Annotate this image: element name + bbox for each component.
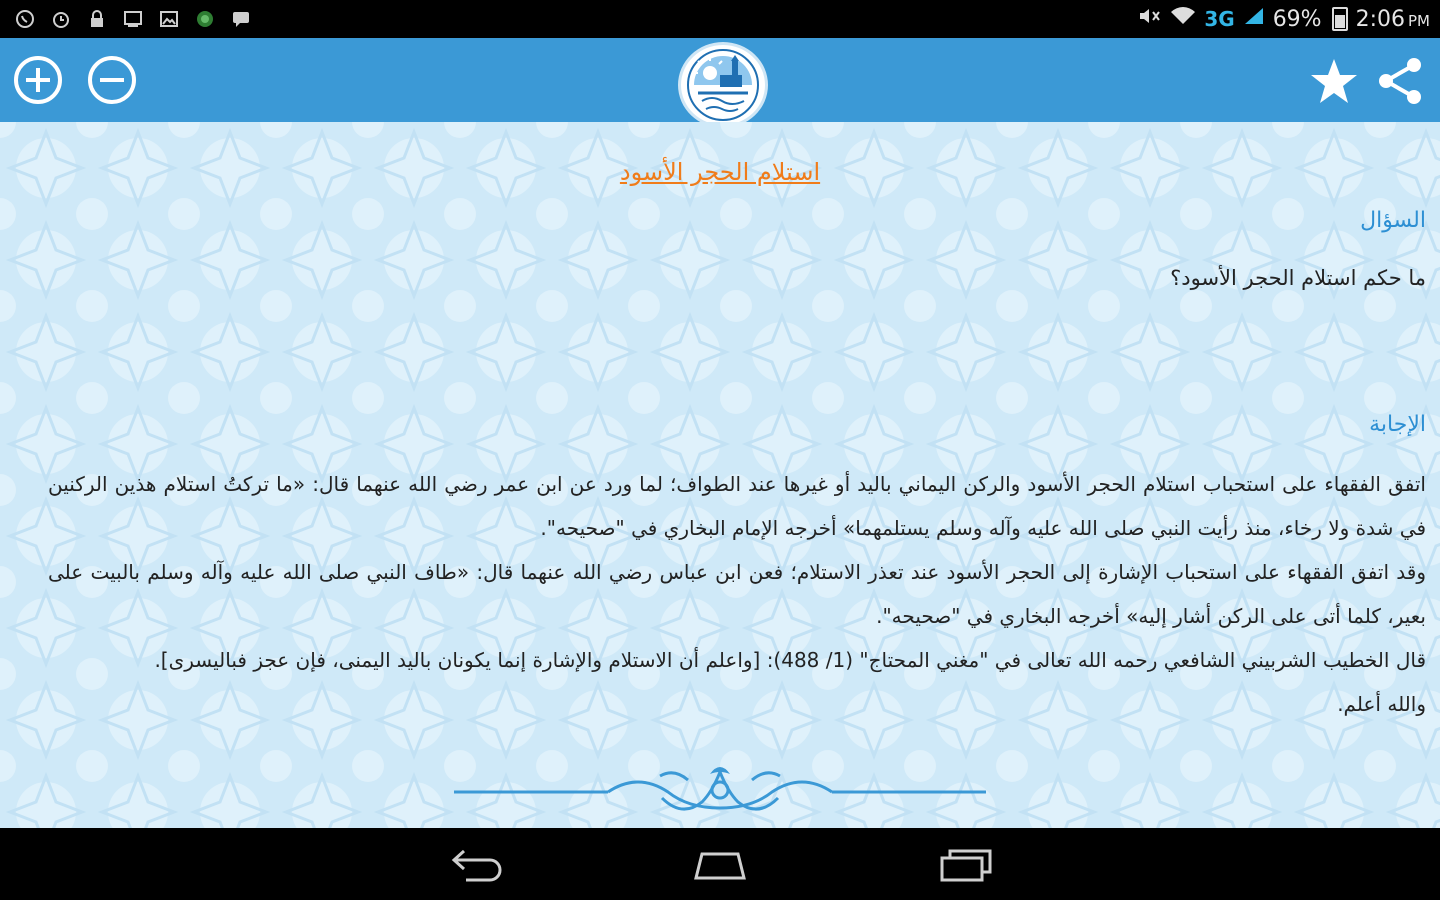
- recents-button[interactable]: [936, 846, 996, 884]
- image-icon: [158, 8, 180, 30]
- answer-paragraph: وقد اتفق الفقهاء على استحباب الإشارة إلى الحجر الأسود عند تعذر الاستلام؛ فعن ابن عباس رضي الله عنهما قال: «طاف النبي صلى الله عليه وآله وسلم بالبيت على بعير، كلما أتى على الركن أشار إليه» أخرجه البخاري في "صحيحه".: [48, 560, 1426, 628]
- back-button[interactable]: [446, 846, 506, 884]
- share-button[interactable]: [1376, 56, 1426, 106]
- whatsapp-icon: [14, 8, 36, 30]
- app-badge-icon: [194, 8, 216, 30]
- navigation-bar: [0, 828, 1440, 900]
- article: [0, 122, 1440, 828]
- wifi-icon: [1170, 6, 1196, 32]
- mute-icon: [1138, 6, 1162, 32]
- zoom-in-button[interactable]: [14, 56, 62, 104]
- home-button[interactable]: [690, 846, 750, 884]
- lock-icon: [86, 8, 108, 30]
- divider-ornament: [452, 758, 988, 828]
- message-icon: [230, 8, 252, 30]
- back-icon: [446, 846, 506, 884]
- answer-paragraph: والله أعلم.: [1337, 692, 1426, 716]
- answer-paragraph: اتفق الفقهاء على استحباب استلام الحجر الأسود والركن اليماني باليد أو غيرها عند الطواف؛ لما ورد عن ابن عمر رضي الله عنهما قال: «ما تركتُ استلام هذين الركنين في شدة ولا رخاء، منذ رأيت النبي صلى الله عليه وآله وسلم يستلمهما» أخرجه الإمام البخاري في "صحيحه".: [48, 472, 1426, 540]
- article-title: استلام الحجر الأسود: [619, 158, 821, 186]
- answer-paragraph: قال الخطيب الشربيني الشافعي رحمه الله تعالى في "مغني المحتاج" (1/ 488): [واعلم أن الاستلام والإشارة إنما يكونان باليد اليمنى، فإن عجز فباليسرى].: [154, 648, 1426, 672]
- recents-icon: [936, 846, 996, 884]
- system-indicators: [1138, 6, 1440, 32]
- answer-label: الإجابة: [1369, 412, 1426, 437]
- battery-icon: [1332, 7, 1348, 31]
- action-bar: [0, 38, 1440, 122]
- home-icon: [690, 846, 750, 884]
- question-label: السؤال: [1360, 208, 1426, 233]
- article-view[interactable]: [0, 122, 1440, 828]
- alarm-icon: [50, 8, 72, 30]
- question-text: ما حكم استلام الحجر الأسود؟: [1170, 266, 1426, 290]
- app-logo: [678, 42, 768, 128]
- share-icon: [1376, 56, 1426, 106]
- favorite-button[interactable]: [1308, 56, 1360, 106]
- status-bar: [0, 0, 1440, 38]
- signal-icon: [1243, 6, 1265, 32]
- star-icon: [1308, 56, 1360, 106]
- screen-icon: [122, 8, 144, 30]
- answer-body: [48, 462, 1426, 726]
- battery-percent: 69%: [1272, 6, 1322, 32]
- clock: [1356, 7, 1430, 32]
- notification-icons: [0, 8, 252, 30]
- clock-ampm: PM: [1408, 11, 1430, 30]
- network-type: 3G: [1204, 7, 1235, 31]
- clock-time: 2:06: [1355, 6, 1405, 32]
- zoom-out-button[interactable]: [88, 56, 136, 104]
